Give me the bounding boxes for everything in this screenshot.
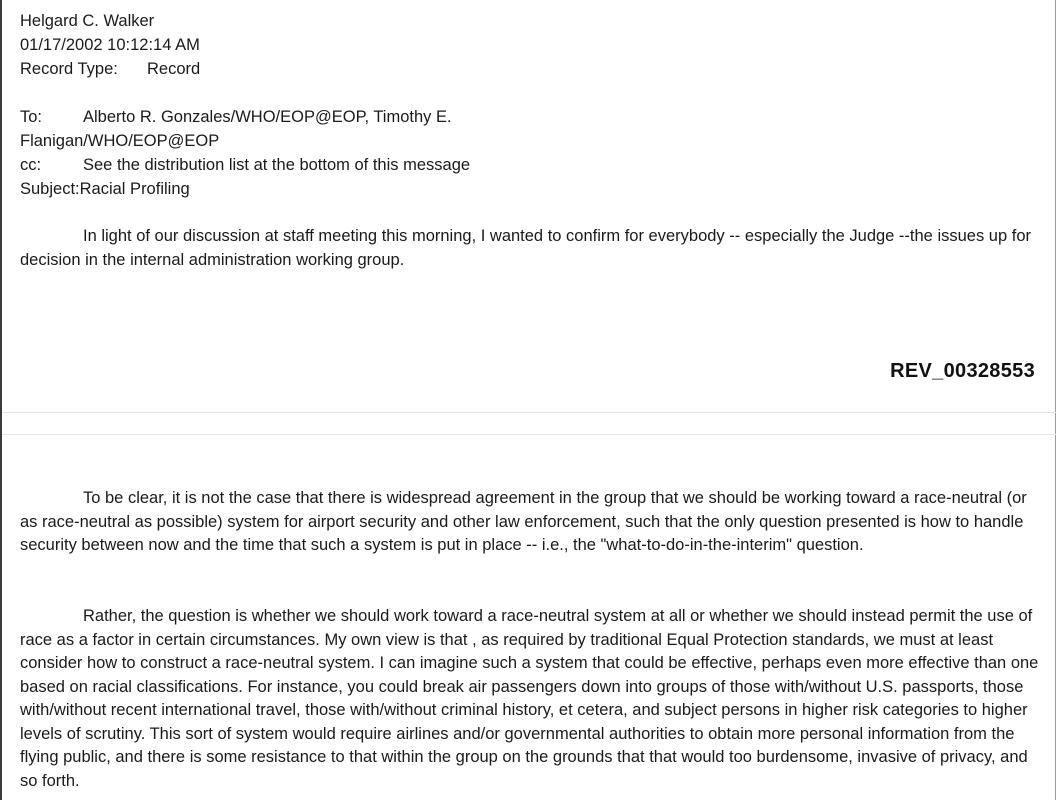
record-type-label: Record Type: <box>20 60 118 78</box>
bates-number: REV_00328553 <box>890 360 1035 382</box>
record-type-value: Record <box>147 60 201 78</box>
to-label: To: <box>20 108 43 126</box>
subject-line <box>20 178 190 200</box>
cc-line <box>20 154 470 176</box>
to-recipients: Alberto R. Gonzales/WHO/EOP@EOP, Timothy E. <box>83 108 452 126</box>
sent-datetime: 01/17/2002 10:12:14 AM <box>20 36 200 54</box>
body-paragraph-1: To be clear, it is not the case that there is widespread agreement in the group that we should be working toward a race-neutral (or as race-neutral as possible) system for airport security and other law enforcement, such that the only question presented is how to handle security between now and the time that such a system is put in place -- i.e., the "what-to-do-in-the-interim" question. <box>20 489 1027 554</box>
to-line <box>20 106 452 128</box>
intro-paragraph: In light of our discussion at staff meeting this morning, I wanted to confirm for everybody -- especially the Judge --the issues up for decision in the internal administration working group. <box>20 227 1031 269</box>
cc-value: See the distribution list at the bottom of this message <box>83 156 471 174</box>
record-type-line <box>20 58 200 80</box>
sender-name: Helgard C. Walker <box>20 12 155 30</box>
page-break-divider <box>2 412 1056 413</box>
to-recipients-continued: Flanigan/WHO/EOP@EOP <box>20 132 220 150</box>
subject-label: Subject: <box>20 180 80 198</box>
body-paragraph-2: Rather, the question is whether we should work toward a race-neutral system at all or whether we should instead permit the use of race as a factor in certain circumstances. My own view is that , as required by traditional Equal Protection standards, we must at least consider how to construct a race-neutral system. I can imagine such a system that could be effective, perhaps even more effective than one based on racial classifications. For instance, you could break air passengers down into groups of those with/without U.S. passports, those with/without recent international travel, those with/without criminal history, et cetera, and subject persons in higher risk categories to higher levels of scrutiny. This sort of system would require airlines and/or governmental authorities to obtain more personal information from the flying public, and there is some resistance to that within the group on the grounds that that would too burdensome, invasive of privacy, and so forth. <box>20 607 1039 790</box>
page-break-divider-lower <box>2 434 1056 435</box>
subject-value: Racial Profiling <box>79 180 190 198</box>
cc-label: cc: <box>20 156 42 174</box>
